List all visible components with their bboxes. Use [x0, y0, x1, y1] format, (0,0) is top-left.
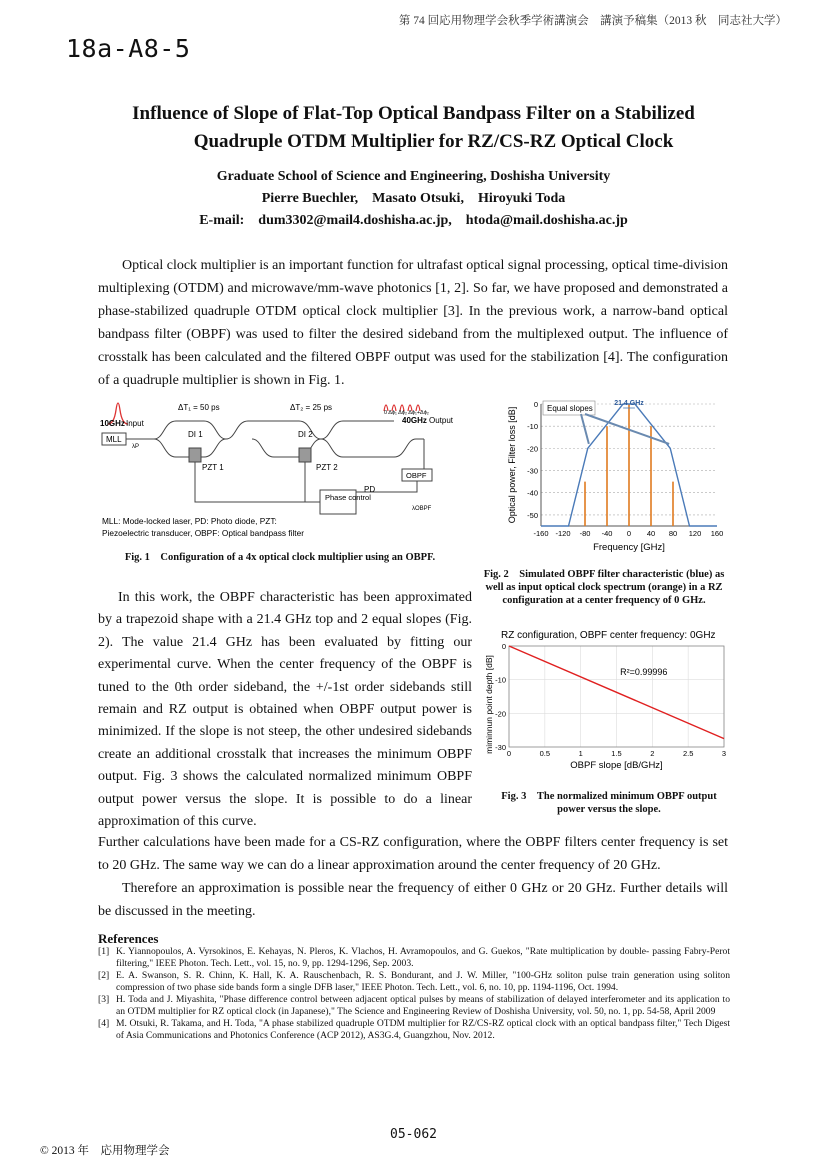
dt2-label: ΔT₂ = 25 ps	[290, 403, 333, 412]
lambda-obpf-label: λOBPF	[412, 506, 432, 512]
phase-labels: 0 Δϕ₁ Δϕ₂ Δϕ₁+Δϕ₂	[384, 410, 429, 416]
x-tick-label: 0.5	[539, 749, 551, 758]
pzt2-cylinder	[299, 448, 311, 462]
x-tick-label: 0	[626, 529, 632, 538]
x-axis-label: Frequency [GHz]	[593, 542, 665, 553]
title-line-1: Influence of Slope of Flat-Top Optical Bandpass Filter on a Stabilized	[132, 103, 695, 124]
affiliation: Graduate School of Science and Engineering, Doshisha University	[216, 169, 611, 184]
reference-item: [4] M. Otsuki, R. Takama, and H. Toda, "A phase stabilized quadruple OTDM multiplier for RZ/CS-RZ optical clock with an optical bandpass filter," Tech Digest of Asia Communications and Photonics Conference (ACP 2012), AS3G.4, Guangzhou, Nov. 2012.	[98, 1018, 730, 1041]
equal-slopes-label: Equal slopes	[547, 404, 593, 413]
fig1-diagram	[94, 396, 466, 544]
x-tick-label: 80	[668, 529, 678, 538]
fig3-caption: Fig. 3 The normalized minimum OBPF output power versus the slope.	[501, 791, 717, 815]
pzt2-label: PZT 2	[316, 463, 338, 472]
fig2-chart	[505, 394, 727, 560]
title-line-2: Quadruple OTDM Multiplier for RZ/CS-RZ Optical Clock	[193, 131, 674, 152]
x-tick-label: 3	[721, 749, 727, 758]
fig3-chart	[481, 626, 731, 772]
y-axis-label: miminnun point depth [dB]	[484, 655, 494, 754]
fig1-legend-1: MLL: Mode-locked laser, PD: Photo diode, PZT:	[102, 516, 277, 526]
input-freq-label: 10GHz	[100, 419, 125, 428]
fig1-legend-2: Piezoelectric transducer, OBPF: Optical bandpass filter	[102, 528, 304, 538]
reference-item: [3] H. Toda and J. Miyashita, "Phase difference control between adjacent optical pulses by means of stabilization of delayed interferometer and its application to an OTDM multiplier for RZ optical clock (in Japanese)," The Science and Engineering Review of Doshisha University, vol. 50, no. 1, pp. 54-58, April 2009	[98, 994, 730, 1017]
y-tick-label: -40	[527, 488, 538, 498]
x-axis-label: OBPF slope [dB/GHz]	[570, 760, 663, 771]
output-label: Output	[429, 416, 454, 425]
fig1-caption: Fig. 1 Configuration of a 4x optical clock multiplier using an OBPF.	[124, 552, 436, 563]
figure-1	[94, 396, 466, 544]
figure-3	[481, 626, 731, 772]
x-tick-label: 0	[506, 749, 512, 758]
x-tick-label: 160	[710, 529, 724, 538]
y-tick-label: -10	[527, 422, 538, 432]
x-tick-label: 120	[688, 529, 702, 538]
y-tick-label: 0	[533, 400, 538, 409]
x-tick-label: 2.5	[682, 749, 694, 758]
y-tick-label: -50	[527, 510, 538, 520]
di1-label: DI 1	[188, 430, 203, 439]
mll-label: MLL	[106, 435, 122, 444]
y-axis-label: Optical power, Filter loss [dB]	[507, 406, 517, 524]
x-tick-label: 2	[650, 749, 655, 758]
obpf-label: OBPF	[406, 471, 427, 480]
authors: Pierre Buechler, Masato Otsuki, Hiroyuki Toda	[261, 191, 566, 206]
page-number: 05-062	[390, 1127, 437, 1142]
pzt1-cylinder	[189, 448, 201, 462]
slope-pointer	[581, 414, 589, 444]
phase-control-label: Phase control	[325, 493, 371, 502]
body-continued: Further calculations have been made for a CS-RZ configuration, where the OBPF filters center frequency is set to 20 GHz. The same way we can do a linear approximation around the center frequency of 20 GHz.	[98, 835, 728, 873]
x-tick-label: 1	[578, 749, 583, 758]
paper-code: 18a-A8-5	[66, 34, 191, 63]
chart-title: RZ configuration, OBPF center frequency: 0GHz	[501, 630, 716, 641]
x-tick-label: -80	[579, 529, 591, 538]
bandwidth-label: 21.4 GHz	[614, 400, 644, 407]
x-tick-label: -40	[601, 529, 613, 538]
y-tick-label: -30	[495, 743, 506, 752]
pd-label: PD	[364, 485, 376, 494]
x-tick-label: -160	[533, 529, 549, 538]
di2-label: DI 2	[298, 430, 313, 439]
y-tick-label: -30	[527, 466, 538, 476]
email: E-mail: dum3302@mail4.doshisha.ac.jp, htoda@mail.doshisha.ac.jp	[199, 213, 628, 228]
lambda-p-label: λP	[132, 444, 140, 450]
y-tick-label: -20	[495, 709, 506, 719]
body-last: Therefore an approximation is possible near the frequency of either 0 GHz or 20 GHz. Further details will be discussed in the meeting.	[98, 881, 728, 919]
copyright: © 2013 年 応用物理学会	[40, 1145, 170, 1157]
figure-2	[505, 394, 727, 560]
author-block	[0, 166, 827, 232]
paper-title	[0, 100, 827, 156]
reference-item: [2] E. A. Swanson, S. R. Chinn, K. Hall, K. A. Rauschenbach, R. S. Bondurant, and J. W. Miller, "100-GHz soliton pulse train generation using soliton compression of two phase side bands form a single DFB laser," IEEE Photon. Tech. Lett., vol. 6, no. 10, pp. 1194-1196, Oct. 1994.	[98, 970, 730, 993]
y-tick-label: -20	[527, 444, 538, 454]
body-left-column: In this work, the OBPF characteristic has been approximated by a trapezoid shape with a 21.4 GHz top and 2 equal slopes (Fig. 2). The value 21.4 GHz has been evaluated by fitting our experimental curve. When the center frequency of the OBPF is tuned to the 0th order sideband, the +/-1st order sidebands still remain and RZ output is obtained when OBPF output power is minimized. If the slope is not steep, the other undesired sidebands create an additional crosstalk that increases the minimum OBPF output. Fig. 3 shows the calculated normalized minimum OBPF output power versus the slope. It is possible to do a linear approximation of this curve.	[98, 590, 472, 830]
y-tick-label: 0	[501, 642, 506, 651]
reference-item: [1] K. Yiannopoulos, A. Vyrsokinos, E. Kehayas, N. Pleros, K. Vlachos, H. Avramopoulos, and G. Guekos, "Rate multiplication by double- passing Fabry-Perot filtering," IEEE Photon. Tech. Lett., vol. 15, no. 9, pp. 1294-1296, Sep. 2003.	[98, 946, 730, 969]
r-squared-label: R²=0.99996	[620, 666, 668, 677]
x-tick-label: 40	[646, 529, 656, 538]
input-label: Input	[126, 419, 144, 428]
dt1-label: ΔT₁ = 50 ps	[178, 403, 220, 412]
intro-paragraph: Optical clock multiplier is an important function for ultrafast optical signal processing, optical time-division multiplexing (OTDM) and microwave/mm-wave photonics [1, 2]. So far, we have proposed and demonstrated a phase-stabilized quadruple OTDM optical clock multiplier [3]. In the previous work, a narrow-band optical bandpass filter (OBPF) was used to filter the desired sideband from the multiplexed output. The influence of crosstalk has been calculated and the filtered OBPF output was used for the stabilization [4]. The configuration of a quadruple multiplier is shown in Fig. 1.	[98, 258, 728, 388]
x-tick-label: -120	[555, 529, 571, 538]
pzt1-label: PZT 1	[202, 463, 224, 472]
slope-pointer	[585, 414, 669, 444]
y-tick-label: -10	[495, 675, 506, 685]
references-list	[98, 946, 730, 1042]
x-tick-label: 1.5	[611, 749, 622, 758]
output-freq-label: 40GHz	[402, 416, 427, 425]
conference-header: 第 74 回応用物理学会秋季学術講演会 講演予稿集（2013 秋 同志社大学）	[398, 15, 787, 27]
fig2-caption: Fig. 2 Simulated OBPF filter characteristic (blue) as well as input optical clock spectrum (orange) in a RZ configuration at a center frequency of 0 GHz.	[483, 569, 725, 606]
references-heading: References	[98, 931, 159, 946]
